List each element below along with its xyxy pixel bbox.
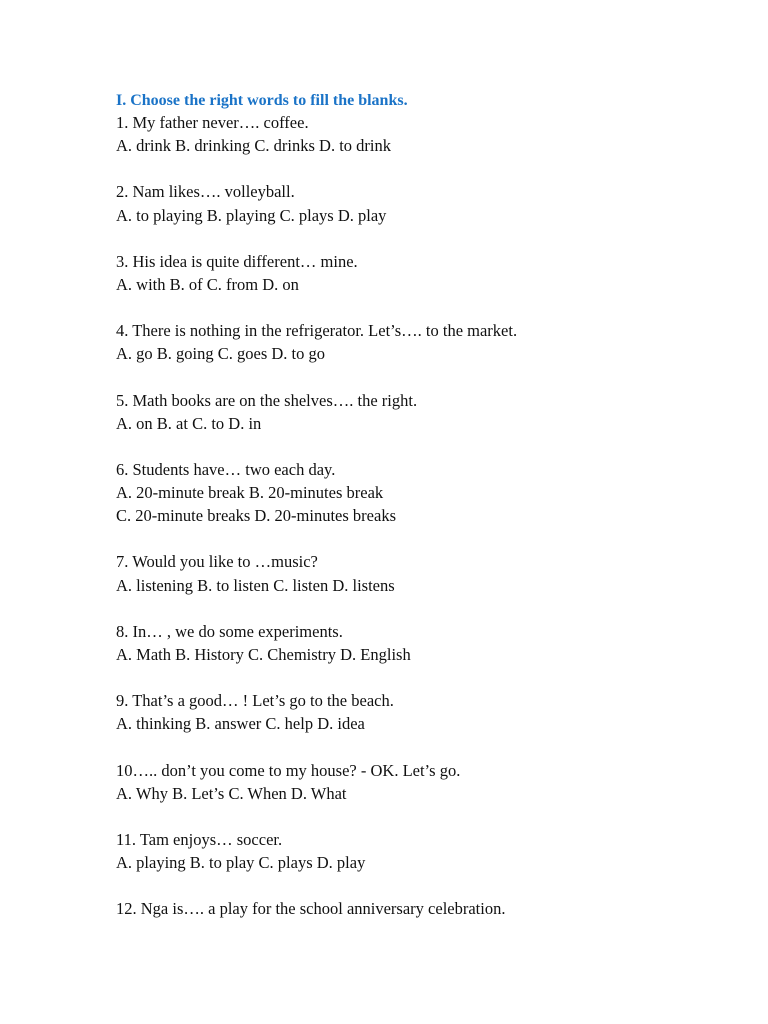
answer-options: A. drink B. drinking C. drinks D. to drink <box>116 136 391 156</box>
question-stem: 6. Students have… two each day. <box>116 459 336 479</box>
question-stem: 5. Math books are on the shelves…. the right. <box>116 390 418 410</box>
exercise-content <box>116 88 736 944</box>
question-item <box>116 620 736 666</box>
question-list <box>116 111 736 921</box>
answer-options: A. playing B. to play C. plays D. play <box>116 853 366 873</box>
answer-options: A. 20-minute break B. 20-minutes break <box>116 483 384 503</box>
question-item <box>116 828 736 874</box>
question-item <box>116 111 736 157</box>
answer-options: A. on B. at C. to D. in <box>116 413 262 433</box>
question-item <box>116 689 736 735</box>
question-item <box>116 759 736 805</box>
question-stem: 10….. don’t you come to my house? - OK. Let’s go. <box>116 760 461 780</box>
question-stem: 9. That’s a good… ! Let’s go to the beach. <box>116 691 394 711</box>
answer-options: A. with B. of C. from D. on <box>116 274 299 294</box>
question-stem: 4. There is nothing in the refrigerator. Let’s…. to the market. <box>116 321 518 341</box>
question-stem: 8. In… , we do some experiments. <box>116 621 343 641</box>
question-item <box>116 550 736 596</box>
answer-options: A. go B. going C. goes D. to go <box>116 344 326 364</box>
answer-options: C. 20-minute breaks D. 20-minutes breaks <box>116 506 396 526</box>
section-heading: I. Choose the right words to fill the blanks. <box>116 92 408 109</box>
question-item <box>116 389 736 435</box>
answer-options: A. Math B. History C. Chemistry D. English <box>116 645 411 664</box>
question-stem: 3. His idea is quite different… mine. <box>116 251 358 271</box>
answer-options: A. to playing B. playing C. plays D. play <box>116 205 387 225</box>
question-stem: 11. Tam enjoys… soccer. <box>116 829 283 849</box>
question-stem: 7. Would you like to …music? <box>116 552 318 572</box>
question-item <box>116 319 736 365</box>
question-stem: 1. My father never…. coffee. <box>116 113 309 132</box>
question-stem: 12. Nga is…. a play for the school anniversary celebration. <box>116 899 506 919</box>
answer-options: A. Why B. Let’s C. When D. What <box>116 783 347 803</box>
question-item <box>116 458 736 528</box>
question-item <box>116 897 736 920</box>
question-item <box>116 180 736 226</box>
answer-options: A. listening B. to listen C. listen D. listens <box>116 575 395 595</box>
question-item <box>116 250 736 296</box>
answer-options: A. thinking B. answer C. help D. idea <box>116 714 365 734</box>
question-stem: 2. Nam likes…. volleyball. <box>116 182 295 202</box>
